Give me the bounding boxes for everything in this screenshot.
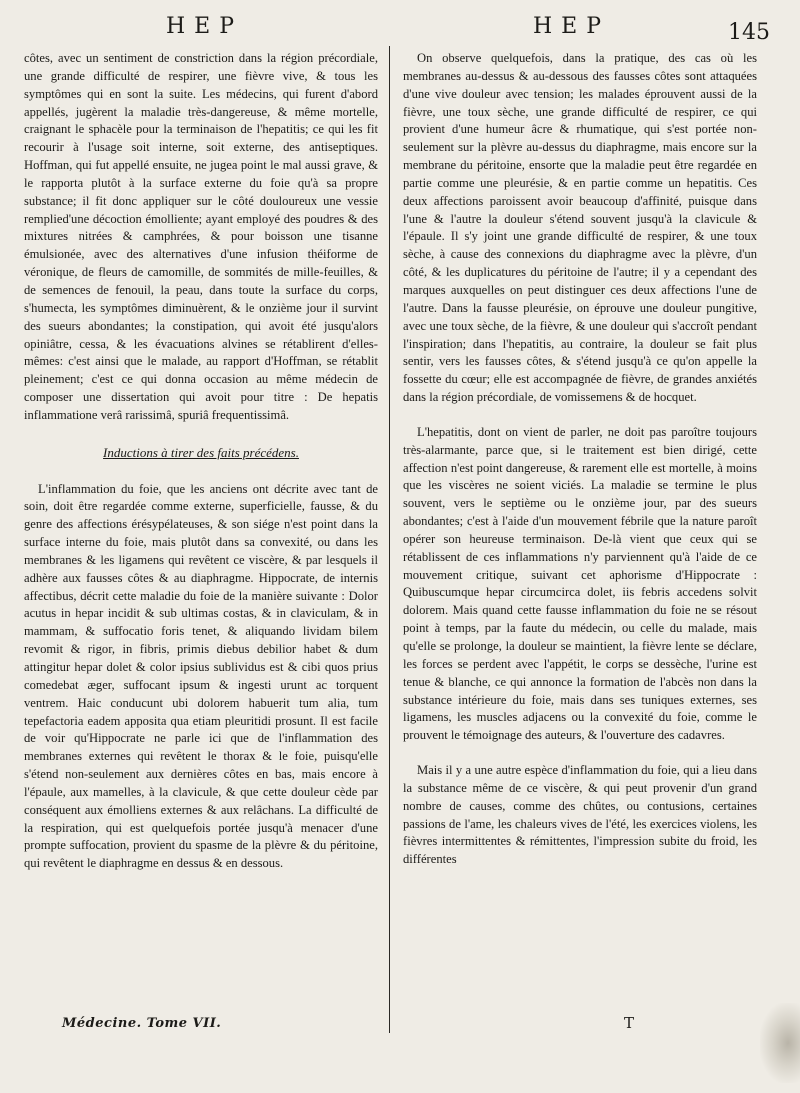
page-number: 145 [728,20,770,45]
page-stain [760,1003,800,1083]
footer-signature-right: T [624,1014,635,1032]
column-divider [389,46,390,1033]
running-head-left: HEP [166,14,244,39]
right-paragraph-2: L'hepatitis, dont on vient de parler, ne doit pas paroître toujours très-alarmante, parce que, si le traitement est bien dirigé, cette affection n'est point dangereuse, & rarement elle est mortelle, à moins que les viscères ne soient viciés. La maladie se termine le plus souvent, vers le septième ou le onzième jour, par des sueurs abondantes; c'est à l'aide d'un mouvement fébrile que la nature paroît opérer son heureuse terminaison. De-là vient que ceux qui se rétablissent de ces inflammations n'y parviennent qu'à l'aide de ce mouvement critique, suivant cet aphorisme d'Hippocrate : Quibuscumque hepar circumcirca dolet, iis febris accedens solvit dolorem. Mais quand cette fausse inflammation du foie ne se résout point à temps, par la faute du médecin, ou celle du malade, mais qu'elle se prolonge, la douleur se maintient, la fièvre lente se déclare, les forces se perdent avec l'appétit, le corps se dessèche, l'urine est tenue & blanche, ce qui annonce la formation de l'abcès non dans la substance intérieure du foie, mais dans ses tuniques externes, ses ligamens, les muscles adjacens ou la convexité du foie, comme le prouvent le témoignage des auteurs, & l'ouverture des cadavres. [403,424,757,743]
right-column [403,50,757,869]
footer-signature-left: Médecine. Tome VII. [62,1016,222,1031]
left-paragraph-2: L'inflammation du foie, que les anciens ont décrite avec tant de soin, doit être regardée comme externe, superficielle, fausse, & du genre des affections érésypélateuses, & son siége n'est point dans la surface interne du foie, mais plutôt dans sa convexité, ou dans les membranes & les ligamens qui revêtent ce viscère, & par lesquels il adhère aux fausses côtes & au diaphragme. Hippocrate, de internis affectibus, décrit cette maladie du foie de la manière suivante : Dolor acutus in hepar incidit & sub ultimas costas, & in claviculam, & in mammam, & suffocatio foris tenet, & aliquando lividam bilem revomit & rigor, in fibris, primis diebus debilior habet & dum attingitur hepar dolet & color ipsius sublividus est & cibi quos prius comedebat æger, suffocant ipsum & ingesti urunt ac torquent ventrem. Haic conducunt ubi dolorem habuerit tum alia, tum tepefactoria eadem apposita qua etiam pleuritidi prosunt. Il est facile de voir qu'Hippocrate ne parle ici que de l'inflammation des membranes externes qui revêtent le thorax & le foie, puisqu'elle s'étend non-seulement aux dernières côtes en bas, mais encore à l'épaule, aux mamelles, à la clavicule, & que cette douleur cède par conséquent aux émolliens externes & aux relâchans. La difficulté de la respiration, qui est quelquefois portée jusqu'à menacer d'une prompte suffocation, provient du spasme de la plèvre & du péritoine, qui revêtent le diaphragme en dessus & en dessous. [24,481,378,871]
section-heading: Inductions à tirer des faits précédens. [103,444,299,460]
running-head-right: HEP [533,14,611,39]
right-paragraph-3: Mais il y a une autre espèce d'inflammation du foie, qui a lieu dans la substance même de ce viscère, & qui peut provenir d'un grand nombre de causes, comme des chûtes, ou contusions, certaines passions de l'ame, les chaleurs vives de l'été, les exercices violens, les fièvres intermittentes & rémittentes, l'impression subite du froid, les différentes [403,763,757,867]
left-paragraph-1: côtes, avec un sentiment de constriction dans la région précordiale, une grande difficulté de respirer, une fièvre vive, & tous les symptômes qui en sont la suite. Les médecins, qui furent d'abord appellés, jugèrent la maladie très-dangereuse, & même mortelle, craignant le sphacèle pour la terminaison de l'hepatitis; ce qui les fit recourir à l'usage soit interne, soit externe, des antiseptiques. Hoffman, qui fut appellé ensuite, ne jugea point le mal aussi grave, & le rapporta plutôt à la surface externe du foie qu'à sa propre substance; il fit donc appliquer sur le côté douloureux une vessie remplied'une décoction émolliente; ayant employé des poudres & des mixtures nitrées & camphrées, & pour boisson une tisanne émulsionée, avec des alternatives d'une infusion théiforme de véronique, de fleurs de camomille, de sommités de mille-feuilles, & de semences de fenouil, la peau, dans toute la surface du corps, s'humecta, les symptômes diminuèrent, & le onzième jour il survint des sueurs abondantes; la constipation, qui avoit été jusqu'alors opiniâtre, cessa, & les évacuations alvines se rétablirent d'elles-mêmes: c'est ainsi que le malade, au rapport d'Hoffman, se rétablit pleinement; c'est ce qui donna occasion au même médecin de composer une dissertation qui avoit pour titre : De hepatis inflammatione verâ rarissimâ, spuriâ frequentissimâ. [24,51,378,422]
left-column [24,50,378,873]
right-paragraph-1: On observe quelquefois, dans la pratique, des cas où les membranes au-dessus & au-dessous des fausses côtes sont attaquées d'une vive douleur avec tension; les malades éprouvent aussi de la fièvre, une toux sèche, une grande difficulté de respirer, ce qui provient d'une humeur âcre & rhumatique, qui s'est portée non-seulement sur la plèvre au-dessus du diaphragme, mais encore sur la membrane du péritoine, ensorte que la maladie peut être regardée en partie comme une pleurésie, & en partie comme un hepatitis. Ces deux affections paroissent avoir beaucoup d'affinité, puisque dans l'une & l'autre la douleur s'étend souvent jusqu'à la clavicule & l'épaule. Il s'y joint une grande difficulté de respirer, & une toux sèche, à cause des connexions du diaphragme avec la plèvre, d'un côté, & les duplicatures du péritoine de l'autre; il y a cependant des marques auxquelles on peut distinguer ces deux affections l'une de l'autre. Dans la fausse pleurésie, on éprouve une douleur pungitive, avec une toux sèche, de la fièvre, & une douleur qui s'accroît pendant l'inspiration; dans l'hepatitis, au contraire, la douleur se fait plus sentir, vers les fausses côtes, & s'étend jusqu'à ce qu'on appelle la fossette du cœur; elle est accompagnée de fièvre, de grandes anxiétés dans la région précordiale, de vomissemens & de hocquet. [403,51,757,405]
